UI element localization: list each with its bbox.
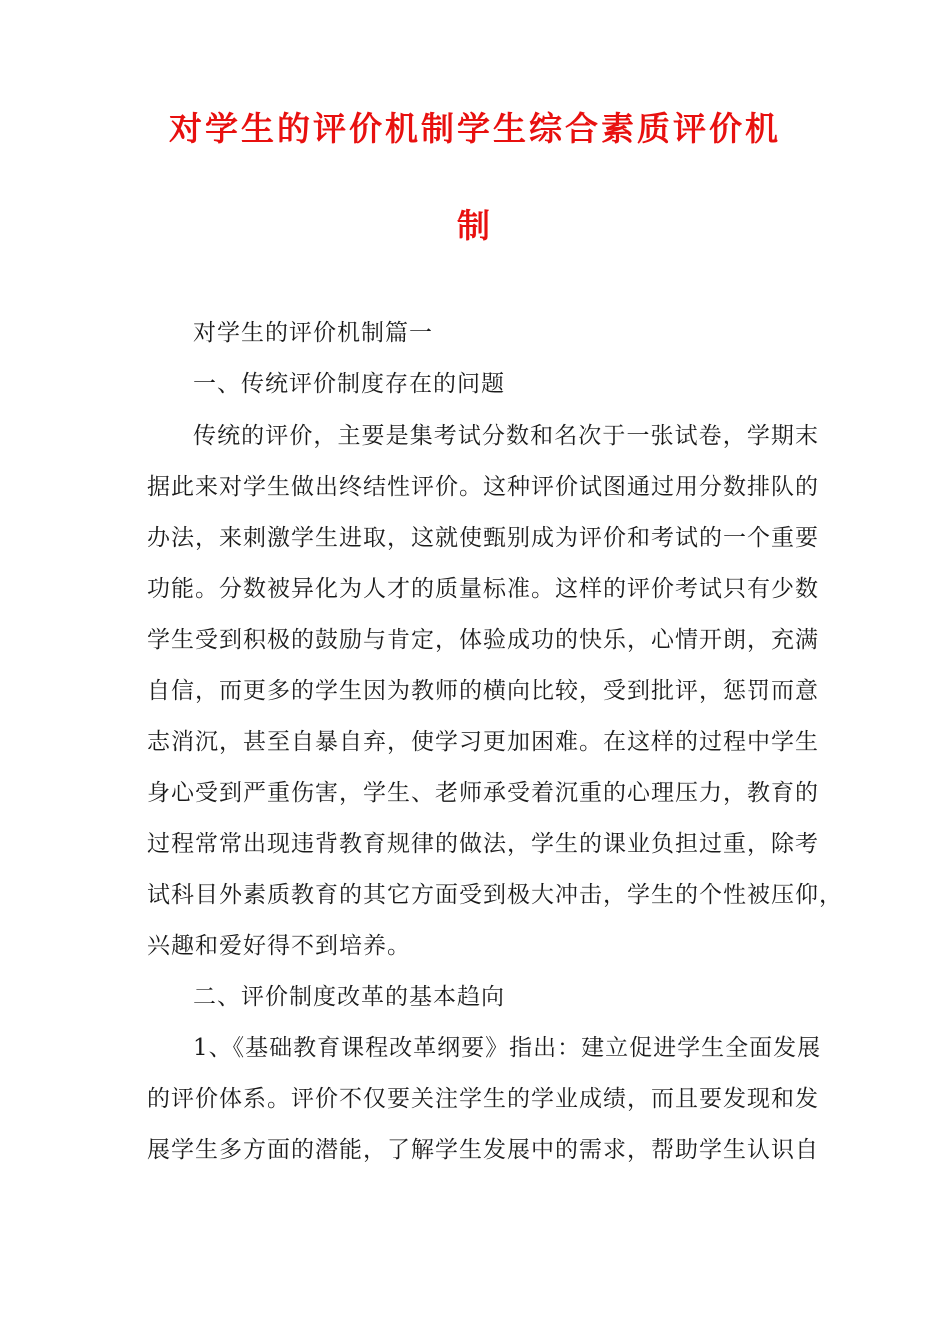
paragraph-line: 学生受到积极的鼓励与肯定，体验成功的快乐，心情开朗，充满 [147, 627, 819, 653]
paragraph-line: 过程常常出现违背教育规律的做法，学生的课业负担过重，除考 [147, 831, 819, 857]
subheading: 二、评价制度改革的基本趋向 [193, 984, 505, 1010]
document-title-line-1: 对学生的评价机制学生综合素质评价机 [169, 109, 781, 148]
paragraph-line: 据此来对学生做出终结性评价。这种评价试图通过用分数排队的 [147, 474, 819, 500]
paragraph-line: 试科目外素质教育的其它方面受到极大冲击，学生的个性被压仰， [147, 882, 843, 908]
paragraph-line: 功能。分数被异化为人才的质量标准。这样的评价考试只有少数 [147, 576, 819, 602]
paragraph-line: 展学生多方面的潜能，了解学生发展中的需求，帮助学生认识自 [147, 1137, 819, 1163]
paragraph-line: 传统的评价，主要是集考试分数和名次于一张试卷，学期末 [193, 423, 819, 449]
paragraph-line: 兴趣和爱好得不到培养。 [147, 933, 411, 959]
subheading: 一、传统评价制度存在的问题 [193, 371, 505, 397]
paragraph-line: 身心受到严重伤害，学生、老师承受着沉重的心理压力，教育的 [147, 780, 819, 806]
paragraph-line: 1、《基础教育课程改革纲要》指出：建立促进学生全面发展 [193, 1035, 822, 1061]
paragraph-line: 志消沉，甚至自暴自弃，使学习更加困难。在这样的过程中学生 [147, 729, 819, 755]
paragraph-line: 自信，而更多的学生因为教师的横向比较，受到批评，惩罚而意 [147, 678, 819, 704]
section-heading: 对学生的评价机制篇一 [193, 320, 433, 346]
paragraph-line: 办法，来刺激学生进取，这就使甄别成为评价和考试的一个重要 [147, 525, 819, 551]
paragraph-line: 的评价体系。评价不仅要关注学生的学业成绩，而且要发现和发 [147, 1086, 819, 1112]
document-title-line-2: 制 [457, 206, 493, 245]
